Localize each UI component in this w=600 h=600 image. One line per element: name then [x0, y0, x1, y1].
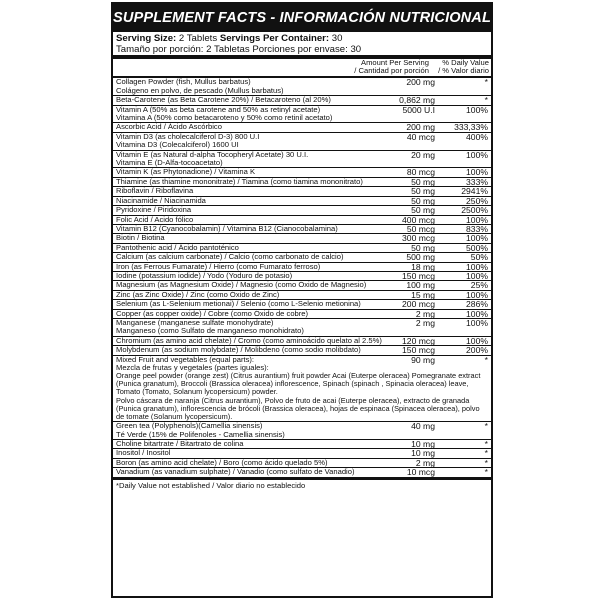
nutrient-name: Biotin / Biotina	[116, 234, 165, 243]
nutrient-daily-value: 500%	[466, 242, 488, 253]
nutrient-name: Magnesium (as Magnesium Oxide) / Magnesio (como Óxido de Magnesio)	[116, 281, 367, 290]
serving-size-value: 2 Tablets	[176, 33, 220, 44]
table-row	[113, 468, 491, 477]
nutrient-name: Vitamina E (D-Alfa-tocoacetato)	[116, 159, 223, 168]
nutrient-amount: 200 mcg	[402, 299, 435, 310]
nutrient-name: Vitamin A (50% as beta carotene and 50% as retinyl acetate)	[116, 105, 321, 114]
nutrient-amount: 500 mg	[406, 252, 435, 263]
mix-description-en: Orange peel powder (orange zest) (Citrus aurantium) fruit powder Acai (Euterpe oleracea) Pomegranate extract (Punica granatum), Broccoli (Brassica oleracea) inflorescence, Spinach (spinach , Spinacia oleracea) leave, Tomato (Tomato, Solanum lycopersicum) powder.	[116, 371, 481, 397]
nutrient-amount: 100 mg	[406, 280, 435, 291]
nutrient-daily-value: 2500%	[461, 205, 488, 216]
nutrient-amount: 200 mg	[406, 77, 435, 88]
serving-info	[113, 32, 491, 59]
nutrient-daily-value: 833%	[466, 223, 488, 234]
serving-line-es: Tamaño por porción: 2 Tabletas Porciones por envase: 30	[116, 44, 362, 55]
nutrient-name: Iodine (potassium iodide) / Yodo (Yoduro de potasio)	[116, 271, 293, 280]
nutrient-daily-value: 50%	[470, 252, 488, 263]
nutrient-amount: 40 mcg	[406, 131, 435, 142]
nutrient-amount: 10 mg	[411, 448, 435, 459]
serving-size-label: Serving Size:	[116, 33, 177, 44]
nutrient-amount: 2 mg	[415, 457, 435, 468]
nutrient-amount: 50 mg	[411, 176, 435, 187]
mix-dv: *	[484, 354, 488, 365]
nutrient-amount: 200 mg	[406, 122, 435, 133]
nutrient-daily-value: 2941%	[461, 186, 488, 197]
nutrient-daily-value: 100%	[466, 289, 488, 300]
nutrient-daily-value: 100%	[466, 149, 488, 160]
nutrient-name: Vitamin K (as Phytonadione) / Vitamina K	[116, 168, 256, 177]
nutrient-name: Choline bitartrate / Bitartrato de colina	[116, 440, 244, 449]
nutrient-name: Riboflavin / Riboflavina	[116, 187, 194, 196]
nutrient-name: Thiamine (as thiamine mononitrate) / Tiamina (como tiamina mononitrato)	[116, 177, 363, 186]
nutrient-amount: 10 mcg	[406, 467, 435, 478]
servings-per-container-label: Servings Per Container:	[219, 33, 330, 44]
nutrient-amount: 18 mg	[411, 261, 435, 272]
nutrient-amount: 0,862 mg	[399, 95, 435, 106]
nutrient-amount: 2 mg	[415, 317, 435, 328]
supplement-facts-panel	[111, 2, 493, 598]
nutrient-daily-value: 400%	[466, 131, 488, 142]
nutrient-name: Colágeno en polvo, de pescado (Mullus barbatus)	[116, 86, 284, 95]
nutrient-name: Vitamin E (as Natural d-alpha Tocopheryl Acetate) 30 U.I.	[116, 150, 309, 159]
nutrient-amount: 40 mg	[411, 421, 435, 432]
nutrient-daily-value: 286%	[466, 299, 488, 310]
nutrient-daily-value: *	[484, 439, 488, 450]
nutrient-daily-value: 100%	[466, 104, 488, 115]
nutrient-amount: 150 mcg	[402, 270, 435, 281]
nutrient-daily-value: 100%	[466, 308, 488, 319]
nutrient-name: Vitamina A (50% como betacaroteno y 50% como retinil acetato)	[116, 114, 333, 123]
nutrient-daily-value: 25%	[470, 280, 488, 291]
nutrient-daily-value: 333%	[466, 176, 488, 187]
amount-header-en: Amount Per Serving	[361, 58, 429, 67]
nutrient-daily-value: *	[484, 457, 488, 468]
nutrient-daily-value: 333,33%	[454, 122, 488, 133]
nutrient-name: Boron (as amino acid chelate) / Boro (como ácido quelado 5%)	[116, 458, 328, 467]
table-row	[113, 106, 491, 124]
nutrient-amount: 50 mg	[411, 195, 435, 206]
column-header	[113, 59, 491, 78]
mix-head-es: Mezcla de frutas y vegetales (partes iguales):	[116, 362, 269, 372]
nutrient-amount: 2 mg	[415, 308, 435, 319]
nutrient-table-2	[113, 422, 491, 477]
table-row	[113, 422, 491, 440]
nutrient-name: Manganese (manganese sulfate monohydrate)	[116, 318, 274, 327]
nutrient-amount: 120 mcg	[402, 335, 435, 346]
nutrient-daily-value: 250%	[466, 195, 488, 206]
nutrient-amount: 5000 U.I	[402, 104, 435, 115]
nutrient-name: Green tea (Polyphenols)(Camellia sinensis)	[116, 422, 263, 431]
amount-header-es: / Cantidad por porción	[354, 66, 429, 76]
nutrient-daily-value: 100%	[466, 270, 488, 281]
nutrient-daily-value: 100%	[466, 167, 488, 178]
nutrient-amount: 15 mg	[411, 289, 435, 300]
mixed-fruit-block	[113, 356, 491, 423]
nutrient-name: Vitamin B12 (Cyanocobalamin) / Vitamina B12 (Cianocobalamina)	[116, 224, 338, 233]
nutrient-name: Inositol / Inositol	[116, 449, 171, 458]
dv-header-es: / % Valor diario	[438, 66, 489, 76]
servings-per-container-value: 30	[329, 33, 343, 44]
table-row	[113, 78, 491, 96]
nutrient-name: Té Verde (15% de Polifenoles - Camellia sinensis)	[116, 430, 285, 439]
nutrient-amount: 50 mg	[411, 242, 435, 253]
nutrient-name: Pantothenic acid / Ácido pantoténico	[116, 243, 239, 252]
nutrient-name: Iron (as Ferrous Fumarate) / Hierro (como Fumarato ferroso)	[116, 262, 321, 271]
nutrient-daily-value: *	[484, 448, 488, 459]
nutrient-name: Zinc (as Zinc Oxide) / Zinc (como Óxido de Zinc)	[116, 290, 280, 299]
nutrient-name: Copper (as copper oxide) / Cobre (como Óxido de cobre)	[116, 309, 309, 318]
footnote: *Daily Value not established / Valor diario no establecido	[113, 478, 491, 492]
amount-column-header	[321, 59, 433, 75]
serving-line-en	[116, 33, 488, 44]
mix-amount: 90 mg	[411, 354, 435, 365]
panel-title: SUPPLEMENT FACTS - INFORMACIÓN NUTRICIONAL	[113, 4, 491, 32]
nutrient-amount: 20 mg	[411, 149, 435, 160]
table-row	[113, 133, 491, 151]
nutrient-amount: 150 mcg	[402, 345, 435, 356]
nutrient-amount: 50 mg	[411, 186, 435, 197]
nutrient-amount: 50 mg	[411, 205, 435, 216]
nutrient-daily-value: 100%	[466, 335, 488, 346]
nutrient-amount: 80 mcg	[406, 167, 435, 178]
nutrient-name: Manganeso (como Sulfato de manganeso monohidrato)	[116, 327, 304, 336]
nutrient-name: Folic Acid / Acido fólico	[116, 215, 194, 224]
nutrient-daily-value: *	[484, 467, 488, 478]
nutrient-name: Collagen Powder (fish, Mullus barbatus)	[116, 78, 251, 87]
nutrient-daily-value: 200%	[466, 345, 488, 356]
nutrient-amount: 10 mg	[411, 439, 435, 450]
nutrient-table	[113, 78, 491, 355]
nutrient-name: Vitamina D3 (Colecalciferol) 1600 UI	[116, 141, 239, 150]
nutrient-daily-value: 100%	[466, 261, 488, 272]
nutrient-amount: 400 mcg	[402, 214, 435, 225]
nutrient-name: Calcium (as calcium carbonate) / Calcio (como carbonato de calcio)	[116, 253, 344, 262]
nutrient-daily-value: 100%	[466, 214, 488, 225]
nutrient-name: Molybdenum (as sodium molybdate) / Molibdeno (como sodio molibdato)	[116, 346, 361, 355]
nutrient-name: Vanadium (as vanadium sulphate) / Vanadio (como sulfato de Vanadio)	[116, 468, 355, 477]
nutrient-daily-value: *	[484, 421, 488, 432]
nutrient-daily-value: 100%	[466, 233, 488, 244]
nutrient-name: Pyridoxine / Piridoxina	[116, 206, 192, 215]
nutrient-daily-value: *	[484, 77, 488, 88]
mix-head-en: Mixed Fruit and vegetables (equal parts):	[116, 354, 255, 364]
nutrient-daily-value: *	[484, 95, 488, 106]
nutrient-name: Niacinamide / Niacinamida	[116, 196, 206, 205]
nutrient-amount: 50 mcg	[406, 223, 435, 234]
nutrient-name: Beta-Carotene (as Beta Carotene 20%) / Betacaroteno (al 20%)	[116, 96, 331, 105]
nutrient-daily-value: 100%	[466, 317, 488, 328]
dv-column-header	[433, 59, 489, 75]
nutrient-name: Vitamin D3 (as cholecalciferol D-3) 800 U.I	[116, 132, 260, 141]
dv-header-en: % Daily Value	[442, 58, 489, 67]
nutrient-name: Ascorbic Acid / Ácido Ascórbico	[116, 123, 222, 132]
nutrient-name: Chromium (as amino acid chelate) / Cromo (como aminoácido quelato al 2.5%)	[116, 336, 382, 345]
nutrient-name: Selenium (as L-Selenium metionai) / Selenio (como L-Selenio metionina)	[116, 300, 361, 309]
table-row	[113, 151, 491, 169]
nutrient-amount: 300 mcg	[402, 233, 435, 244]
table-row	[113, 319, 491, 337]
mix-description-es: Polvo cáscara de naranja (Citrus aurantium), Polvo de fruto de acai (Euterpe oleracea), extracto de granada (Punica granatum), inflorescencia de brócoli (Brassica oleracea), hojas de espinaca (Spinacea oleracea), polvo de tomate (Solanum lycopersicum).	[116, 395, 480, 422]
